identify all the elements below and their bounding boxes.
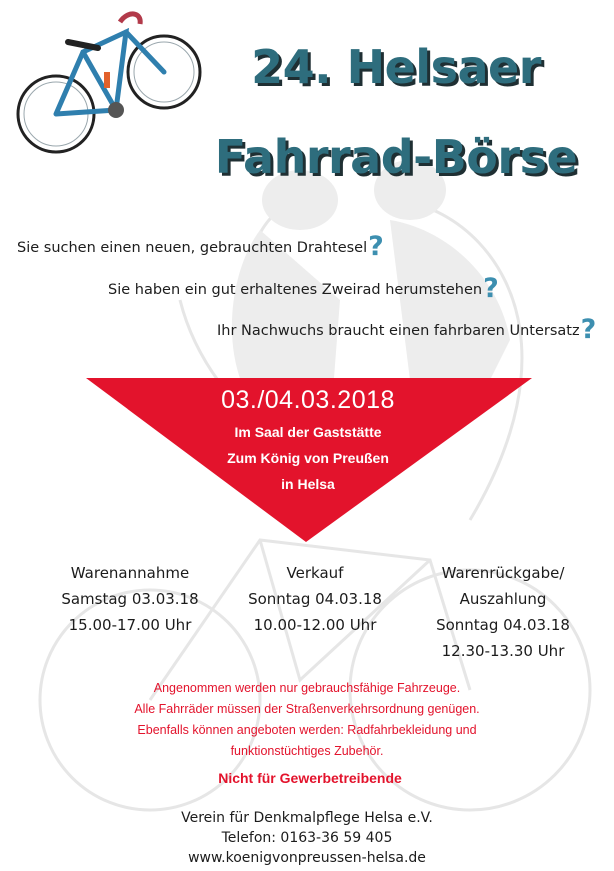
schedule-heading: Verkauf	[286, 564, 344, 582]
schedule-heading: Warenrückgabe/	[441, 564, 565, 582]
question-mark-icon: ?	[483, 273, 499, 304]
website-link[interactable]: www.koenigvonpreussen-helsa.de	[188, 850, 426, 866]
event-venue-line: Zum König von Preußen	[227, 450, 389, 466]
schedule-date: Sonntag 04.03.18	[436, 616, 570, 634]
question-text: Sie suchen einen neuen, gebrauchten Drahtesel	[17, 240, 368, 256]
event-date: 03./04.03.2018	[221, 386, 395, 414]
question-mark-icon: ?	[368, 231, 384, 262]
schedule-return	[413, 560, 593, 664]
schedule-sale	[225, 560, 405, 638]
schedule-heading: Auszahlung	[459, 590, 547, 608]
schedule-date: Sonntag 04.03.18	[248, 590, 382, 608]
note-line: Angenommen werden nur gebrauchsfähige Fahrzeuge.	[153, 681, 461, 695]
event-venue-line: in Helsa	[281, 476, 335, 492]
note-line: Alle Fahrräder müssen der Straßenverkehrsordnung genügen.	[134, 702, 480, 716]
conditions-notes	[50, 678, 564, 762]
event-venue-line: Im Saal der Gaststätte	[234, 424, 382, 440]
schedule-date: Samstag 03.03.18	[61, 590, 199, 608]
schedule-time: 15.00-17.00 Uhr	[68, 616, 192, 634]
event-info	[180, 386, 436, 497]
note-line: funktionstüchtiges Zubehör.	[230, 744, 384, 758]
poster-title-line-1: 24. Helsaer	[251, 40, 541, 94]
schedule-time: 12.30-13.30 Uhr	[441, 642, 565, 660]
schedule-heading: Warenannahme	[70, 564, 190, 582]
phone-number: Telefon: 0163-36 59 405	[221, 830, 393, 846]
schedule-dropoff	[40, 560, 220, 638]
no-commercial-notice: Nicht für Gewerbetreibende	[218, 770, 402, 786]
contact-block	[100, 808, 514, 868]
schedule-time: 10.00-12.00 Uhr	[253, 616, 377, 634]
question-text: Ihr Nachwuchs braucht einen fahrbaren Untersatz	[217, 323, 580, 339]
organization-name: Verein für Denkmalpflege Helsa e.V.	[181, 810, 433, 826]
question-text: Sie haben ein gut erhaltenes Zweirad herumstehen	[108, 282, 483, 298]
note-line: Ebenfalls können angeboten werden: Radfahrbekleidung und	[137, 723, 477, 737]
poster-title-line-2: Fahrrad-Börse	[214, 130, 578, 184]
question-mark-icon: ?	[580, 314, 597, 345]
